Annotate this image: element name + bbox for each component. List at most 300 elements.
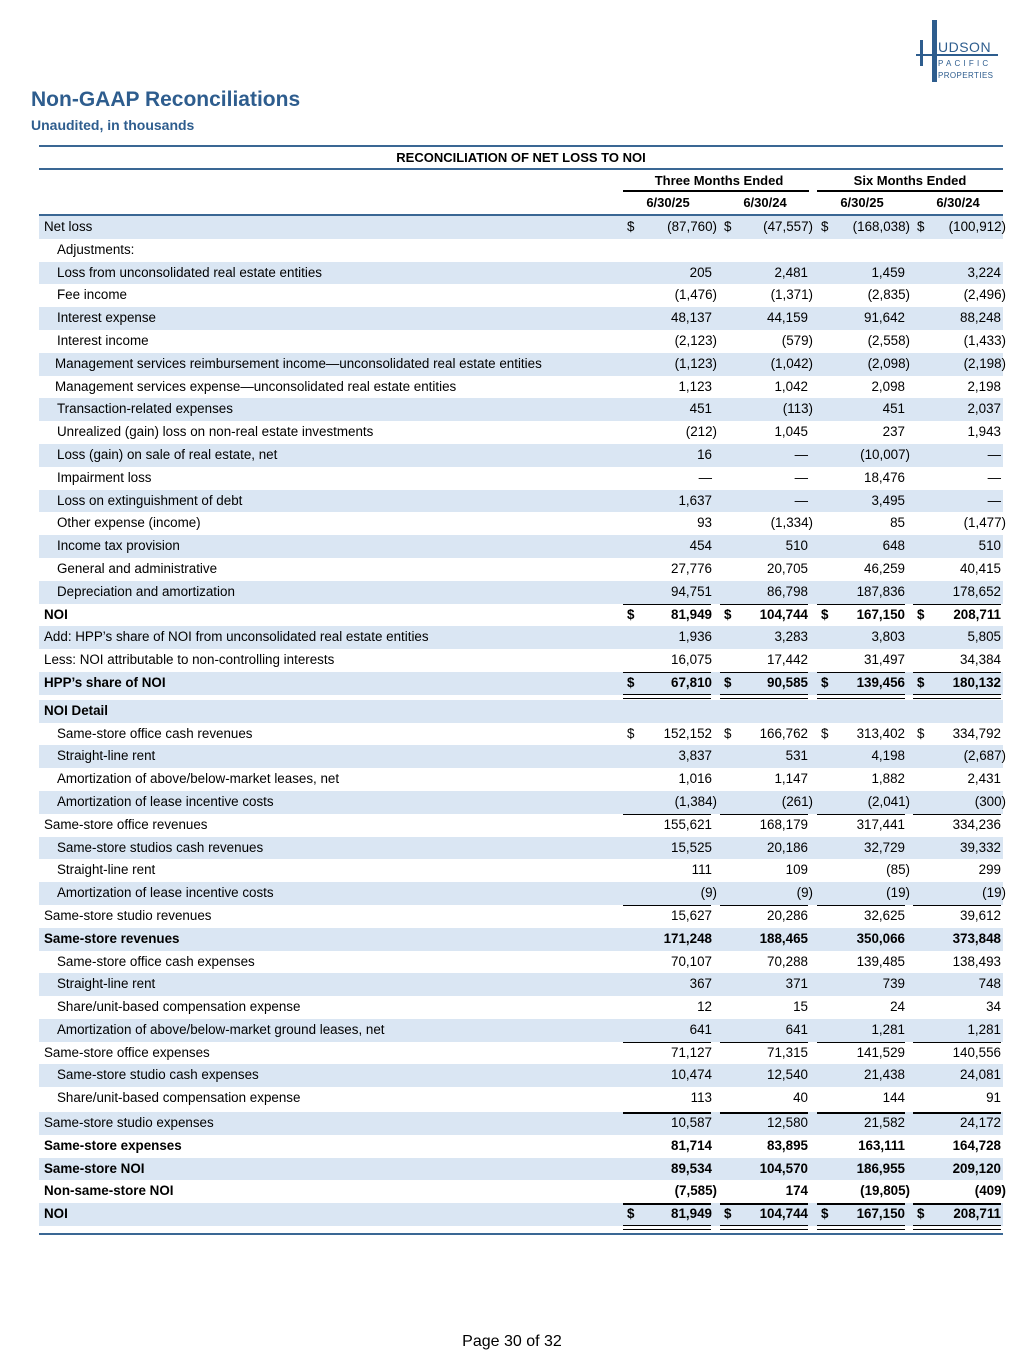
subtotal-rule <box>623 1112 711 1114</box>
total-double-rule <box>720 1225 808 1230</box>
hudson-pacific-logo <box>912 20 1002 84</box>
cell-value: 27,776 <box>671 560 712 576</box>
cell-value: — <box>698 469 712 485</box>
cell-value: 40 <box>793 1090 808 1106</box>
cell-value: 138,493 <box>952 953 1001 969</box>
cell-value: 104,744 <box>759 1206 808 1222</box>
table-row <box>39 837 1003 860</box>
cell-value: 40,415 <box>960 560 1001 576</box>
cell-value: 166,762 <box>759 725 808 741</box>
cell-value: (212) <box>685 424 717 440</box>
subtotal-rule <box>623 604 711 606</box>
currency-symbol: $ <box>724 606 732 622</box>
row-label: Transaction-related expenses <box>57 401 233 417</box>
table-row <box>39 239 1003 262</box>
row-label: Amortization of lease incentive costs <box>57 793 274 809</box>
column-header-3m-2025: 6/30/25 <box>646 195 690 210</box>
cell-value: 313,402 <box>856 725 905 741</box>
cell-value: 20,186 <box>767 839 808 855</box>
cell-value: 2,098 <box>871 378 905 394</box>
page-subtitle: Unaudited, in thousands <box>31 117 195 133</box>
table-row <box>39 353 1006 376</box>
row-label: Amortization of above/below-market ground leases, net <box>57 1021 385 1037</box>
subtotal-rule <box>817 1112 905 1114</box>
column-header <box>39 192 1003 214</box>
cell-value: (1,477) <box>963 515 1006 531</box>
total-double-rule <box>623 1225 711 1230</box>
cell-value: 1,147 <box>774 771 808 787</box>
cell-value: (1,123) <box>674 355 717 371</box>
cell-value: (19,805) <box>860 1183 910 1199</box>
cell-value: (47,557) <box>763 219 813 234</box>
page-title: Non-GAAP Reconciliations <box>31 88 301 111</box>
cell-value: (409) <box>974 1183 1006 1199</box>
table-row <box>39 1087 1003 1110</box>
subtotal-rule <box>817 905 905 907</box>
cell-value: 171,248 <box>663 930 712 946</box>
cell-value: 21,438 <box>864 1067 905 1083</box>
cell-value: (1,042) <box>770 355 813 371</box>
table-row <box>39 1112 1003 1135</box>
currency-symbol: $ <box>821 606 829 622</box>
row-label: Straight-line rent <box>57 748 156 764</box>
total-double-rule <box>913 694 1001 699</box>
column-header-3m-2024: 6/30/24 <box>743 195 787 210</box>
cell-value: 32,625 <box>864 907 905 923</box>
cell-value: 3,837 <box>678 748 712 764</box>
cell-value: 70,288 <box>767 953 808 969</box>
cell-value: 367 <box>689 976 712 992</box>
cell-value: 81,949 <box>671 606 712 622</box>
period-group-three-months: Three Months Ended <box>654 173 784 188</box>
cell-value: 15,627 <box>671 907 712 923</box>
table-row <box>39 1158 1003 1181</box>
cell-value: — <box>794 446 808 462</box>
cell-value: (9) <box>700 885 717 901</box>
cell-value: (19) <box>982 885 1006 901</box>
subtotal-rule <box>720 1042 808 1044</box>
cell-value: (2,123) <box>674 332 717 348</box>
row-label: Share/unit-based compensation expense <box>57 999 301 1015</box>
cell-value: 1,637 <box>678 492 712 508</box>
subtotal-rule <box>623 1042 711 1044</box>
row-label: Same-store studio expenses <box>44 1115 214 1131</box>
subtotal-rule <box>623 814 711 816</box>
cell-value: 510 <box>978 538 1001 554</box>
currency-symbol: $ <box>821 1206 829 1222</box>
cell-value: — <box>987 492 1001 508</box>
row-label: Loss from unconsolidated real estate entities <box>57 264 322 280</box>
cell-value: (100,912) <box>948 219 1006 234</box>
cell-value: 81,949 <box>671 1206 712 1222</box>
row-label: Same-store studio cash expenses <box>57 1067 259 1083</box>
currency-symbol: $ <box>627 219 635 234</box>
cell-value: (10,007) <box>860 446 910 462</box>
cell-value: 334,792 <box>952 725 1001 741</box>
currency-symbol: $ <box>821 674 829 690</box>
table-row <box>39 376 1003 399</box>
row-label: Depreciation and amortization <box>57 583 235 599</box>
cell-value: 299 <box>978 862 1001 878</box>
cell-value: 208,711 <box>953 1206 1001 1222</box>
subtotal-rule <box>913 905 1001 907</box>
cell-value: 90,585 <box>767 674 808 690</box>
period-group-six-months: Six Months Ended <box>853 173 967 188</box>
cell-value: 1,045 <box>774 424 808 440</box>
cell-value: 44,159 <box>767 310 808 326</box>
row-label: Non-same-store NOI <box>44 1183 174 1199</box>
cell-value: 317,441 <box>856 816 905 832</box>
table-row <box>39 814 1003 837</box>
cell-value: 531 <box>785 748 808 764</box>
subtotal-rule <box>913 814 1001 816</box>
cell-value: 104,744 <box>759 606 808 622</box>
cell-value: (85) <box>886 862 910 878</box>
cell-value: (300) <box>974 793 1006 809</box>
row-label: Management services expense—unconsolidated real estate entities <box>55 378 457 394</box>
subtotal-rule <box>913 1042 1001 1044</box>
currency-symbol: $ <box>724 674 732 690</box>
table-row <box>39 604 1003 627</box>
logo-h-left-bar <box>932 20 937 82</box>
cell-value: 111 <box>691 862 712 878</box>
cell-value: 48,137 <box>671 310 712 326</box>
currency-symbol: $ <box>724 1206 732 1222</box>
cell-value: 451 <box>882 401 905 417</box>
cell-value: 371 <box>785 976 808 992</box>
table-row <box>39 768 1003 791</box>
row-label: Income tax provision <box>57 538 180 554</box>
subtotal-rule <box>817 1042 905 1044</box>
cell-value: 39,612 <box>960 907 1001 923</box>
table-row <box>39 1064 1003 1087</box>
cell-value: 208,711 <box>953 606 1001 622</box>
cell-value: 89,534 <box>671 1160 712 1176</box>
subtotal-rule <box>913 672 1001 674</box>
period-group-header <box>39 170 1003 192</box>
cell-value: 178,652 <box>952 583 1001 599</box>
currency-symbol: $ <box>821 219 829 234</box>
table-row <box>39 791 1006 814</box>
table-row <box>39 973 1003 996</box>
cell-value: 1,943 <box>967 424 1001 440</box>
currency-symbol: $ <box>627 674 635 690</box>
table-row <box>39 626 1003 649</box>
currency-symbol: $ <box>917 606 925 622</box>
subtotal-rule <box>623 1203 711 1205</box>
table-row <box>39 672 1003 695</box>
total-double-rule <box>817 1225 905 1230</box>
table-row <box>39 745 1006 768</box>
page-number: Page 30 of 32 <box>462 1333 562 1350</box>
cell-value: 209,120 <box>952 1160 1001 1176</box>
table-row <box>39 262 1003 285</box>
row-label: General and administrative <box>57 560 218 576</box>
cell-value: 88,248 <box>960 310 1001 326</box>
section-title: RECONCILIATION OF NET LOSS TO NOI <box>396 150 646 165</box>
table-row <box>39 859 1003 882</box>
cell-value: (7,585) <box>674 1183 717 1199</box>
cell-value: 748 <box>978 976 1001 992</box>
cell-value: 141,529 <box>856 1044 905 1060</box>
cell-value: 350,066 <box>856 930 905 946</box>
cell-value: 94,751 <box>671 583 712 599</box>
cell-value: 12,580 <box>767 1115 808 1131</box>
cell-value: 12 <box>697 999 712 1015</box>
total-double-rule <box>623 694 711 699</box>
table-row <box>39 581 1003 604</box>
cell-value: 18,476 <box>864 469 905 485</box>
cell-value: 20,705 <box>767 560 808 576</box>
cell-value: 510 <box>785 538 808 554</box>
cell-value: 139,456 <box>856 674 905 690</box>
subtotal-rule <box>720 814 808 816</box>
cell-value: 1,042 <box>774 378 808 394</box>
cell-value: (168,038) <box>852 219 910 234</box>
column-header-6m-2024: 6/30/24 <box>936 195 980 210</box>
table-row <box>39 1019 1003 1042</box>
cell-value: (2,558) <box>867 332 910 348</box>
reconciliation-table <box>39 145 1006 1235</box>
row-label: Same-store studio revenues <box>44 907 212 923</box>
logo-line-2: PACIFIC <box>938 59 992 68</box>
table-row <box>39 882 1006 905</box>
cell-value: 373,848 <box>952 930 1001 946</box>
cell-value: 641 <box>689 1021 712 1037</box>
cell-value: 2,037 <box>967 401 1001 417</box>
table-row <box>39 905 1003 928</box>
cell-value: 83,895 <box>767 1137 808 1153</box>
row-label: Same-store expenses <box>44 1137 182 1153</box>
cell-value: (2,835) <box>867 287 910 303</box>
table-row <box>39 512 1006 535</box>
table-row <box>39 996 1003 1019</box>
table-row <box>39 1203 1003 1226</box>
row-label: NOI <box>44 1206 68 1222</box>
cell-value: 167,150 <box>856 1206 905 1222</box>
cell-value: 10,587 <box>671 1115 712 1131</box>
cell-value: 109 <box>785 862 808 878</box>
row-label: Straight-line rent <box>57 976 156 992</box>
row-label: NOI Detail <box>44 702 108 718</box>
subtotal-rule <box>817 1203 905 1205</box>
table-row <box>39 490 1003 513</box>
currency-symbol: $ <box>724 219 732 234</box>
row-label: Management services reimbursement income—unconsolidated real estate entities <box>55 355 542 371</box>
cell-value: 2,481 <box>774 264 808 280</box>
subtotal-rule <box>720 604 808 606</box>
table-row <box>39 928 1003 951</box>
cell-value: (2,687) <box>963 748 1006 764</box>
cell-value: 186,955 <box>856 1160 905 1176</box>
cell-value: 164,728 <box>952 1137 1001 1153</box>
row-label: Amortization of above/below-market leases, net <box>57 771 340 787</box>
cell-value: 12,540 <box>767 1067 808 1083</box>
currency-symbol: $ <box>627 725 635 741</box>
cell-value: 85 <box>890 515 905 531</box>
cell-value: 205 <box>689 264 712 280</box>
table-row <box>39 330 1006 353</box>
currency-symbol: $ <box>627 606 635 622</box>
column-header-6m-2025: 6/30/25 <box>840 195 884 210</box>
row-label: Loss on extinguishment of debt <box>57 492 243 508</box>
row-label: Same-store office cash expenses <box>57 953 255 969</box>
cell-value: 167,150 <box>856 606 905 622</box>
cell-value: — <box>794 469 808 485</box>
cell-value: 32,729 <box>864 839 905 855</box>
row-label: Other expense (income) <box>57 515 201 531</box>
cell-value: 17,442 <box>767 652 808 668</box>
cell-value: 91 <box>986 1090 1001 1106</box>
subtotal-rule <box>623 905 711 907</box>
cell-value: 4,198 <box>871 748 905 764</box>
table-bottom-rule <box>39 1233 1003 1235</box>
row-label: Interest income <box>57 332 149 348</box>
cell-value: (2,098) <box>867 355 910 371</box>
cell-value: 1,281 <box>871 1021 905 1037</box>
cell-value: 71,315 <box>767 1044 808 1060</box>
cell-value: 93 <box>697 515 712 531</box>
table-row <box>39 421 1003 444</box>
cell-value: 31,497 <box>864 652 905 668</box>
row-label: Same-store office revenues <box>44 816 208 832</box>
cell-value: 3,495 <box>871 492 905 508</box>
cell-value: (87,760) <box>667 219 717 234</box>
cell-value: 91,642 <box>864 310 905 326</box>
cell-value: 10,474 <box>671 1067 712 1083</box>
cell-value: 81,714 <box>671 1137 712 1153</box>
cell-value: (1,384) <box>674 793 717 809</box>
cell-value: 188,465 <box>759 930 808 946</box>
cell-value: — <box>794 492 808 508</box>
currency-symbol: $ <box>917 219 925 234</box>
row-label: Straight-line rent <box>57 862 156 878</box>
table-row <box>39 307 1003 330</box>
cell-value: 113 <box>690 1090 712 1106</box>
cell-value: 174 <box>785 1183 808 1199</box>
cell-value: 641 <box>785 1021 808 1037</box>
row-label: Net loss <box>44 219 93 234</box>
cell-value: 3,803 <box>871 629 905 645</box>
subtotal-rule <box>720 1112 808 1114</box>
currency-symbol: $ <box>917 725 925 741</box>
subtotal-rule <box>720 1203 808 1205</box>
cell-value: 71,127 <box>671 1044 712 1060</box>
subtotal-rule <box>913 604 1001 606</box>
cell-value: 67,810 <box>671 674 712 690</box>
cell-value: 648 <box>882 538 905 554</box>
cell-value: 16 <box>697 446 712 462</box>
cell-value: 1,123 <box>678 378 712 394</box>
table-body <box>39 216 1006 1226</box>
subtotal-rule <box>623 672 711 674</box>
cell-value: 152,152 <box>663 725 712 741</box>
cell-value: 86,798 <box>767 583 808 599</box>
table-row <box>39 467 1003 490</box>
cell-value: (1,433) <box>963 332 1006 348</box>
cell-value: 187,836 <box>856 583 905 599</box>
table-row <box>39 649 1003 672</box>
cell-value: (19) <box>886 885 910 901</box>
cell-value: 144 <box>882 1090 905 1106</box>
row-label: Same-store NOI <box>44 1160 145 1176</box>
cell-value: 1,016 <box>678 771 712 787</box>
table-row <box>39 1180 1006 1203</box>
cell-value: 1,882 <box>871 771 905 787</box>
cell-value: 3,224 <box>967 264 1001 280</box>
row-label: Less: NOI attributable to non-controlling interests <box>44 652 335 668</box>
subtotal-rule <box>913 1203 1001 1205</box>
cell-value: — <box>987 469 1001 485</box>
cell-value: (1,371) <box>770 287 813 303</box>
logo-line-1: UDSON <box>938 39 992 55</box>
row-label: Fee income <box>57 287 127 303</box>
subtotal-rule <box>817 672 905 674</box>
table-row <box>39 216 1006 239</box>
cell-value: 21,582 <box>864 1115 905 1131</box>
currency-symbol: $ <box>917 674 925 690</box>
cell-value: 139,485 <box>856 953 905 969</box>
row-label: NOI <box>44 606 68 622</box>
table-row <box>39 535 1003 558</box>
cell-value: 454 <box>689 538 712 554</box>
cell-value: — <box>987 446 1001 462</box>
row-label: Same-store office expenses <box>44 1044 210 1060</box>
row-label: Loss (gain) on sale of real estate, net <box>57 446 278 462</box>
cell-value: 34,384 <box>960 652 1001 668</box>
row-label: Adjustments: <box>57 241 135 257</box>
cell-value: 46,259 <box>864 560 905 576</box>
cell-value: (2,496) <box>963 287 1006 303</box>
logo-h-stub <box>920 40 923 66</box>
cell-value: 1,936 <box>678 629 712 645</box>
cell-value: 15,525 <box>671 839 712 855</box>
cell-value: 2,198 <box>967 378 1001 394</box>
cell-value: (2,041) <box>867 793 910 809</box>
cell-value: (579) <box>781 332 813 348</box>
row-label: Add: HPP’s share of NOI from unconsolidated real estate entities <box>44 629 429 645</box>
cell-value: 16,075 <box>671 652 712 668</box>
cell-value: 168,179 <box>759 816 808 832</box>
cell-value: (261) <box>781 793 813 809</box>
table-row <box>39 444 1003 467</box>
cell-value: 3,283 <box>774 629 808 645</box>
total-double-rule <box>720 694 808 699</box>
cell-value: 163,111 <box>858 1137 905 1153</box>
subtotal-rule <box>720 905 808 907</box>
cell-value: (113) <box>782 401 813 417</box>
cell-value: 1,459 <box>871 264 905 280</box>
cell-value: 24,081 <box>960 1067 1001 1083</box>
row-label: Interest expense <box>57 310 157 326</box>
subtotal-rule <box>817 604 905 606</box>
row-label: Same-store office cash revenues <box>57 725 253 741</box>
table-row <box>39 1042 1003 1065</box>
cell-value: 20,286 <box>767 907 808 923</box>
cell-value: 34 <box>986 999 1001 1015</box>
total-double-rule <box>913 1225 1001 1230</box>
total-double-rule <box>817 694 905 699</box>
table-row <box>39 398 1003 421</box>
table-row <box>39 558 1003 581</box>
row-label: Same-store studios cash revenues <box>57 839 264 855</box>
cell-value: 334,236 <box>952 816 1001 832</box>
table-row <box>39 700 1003 723</box>
table-row <box>39 723 1003 746</box>
subtotal-rule <box>720 672 808 674</box>
row-label: Amortization of lease incentive costs <box>57 885 274 901</box>
cell-value: (9) <box>796 885 813 901</box>
